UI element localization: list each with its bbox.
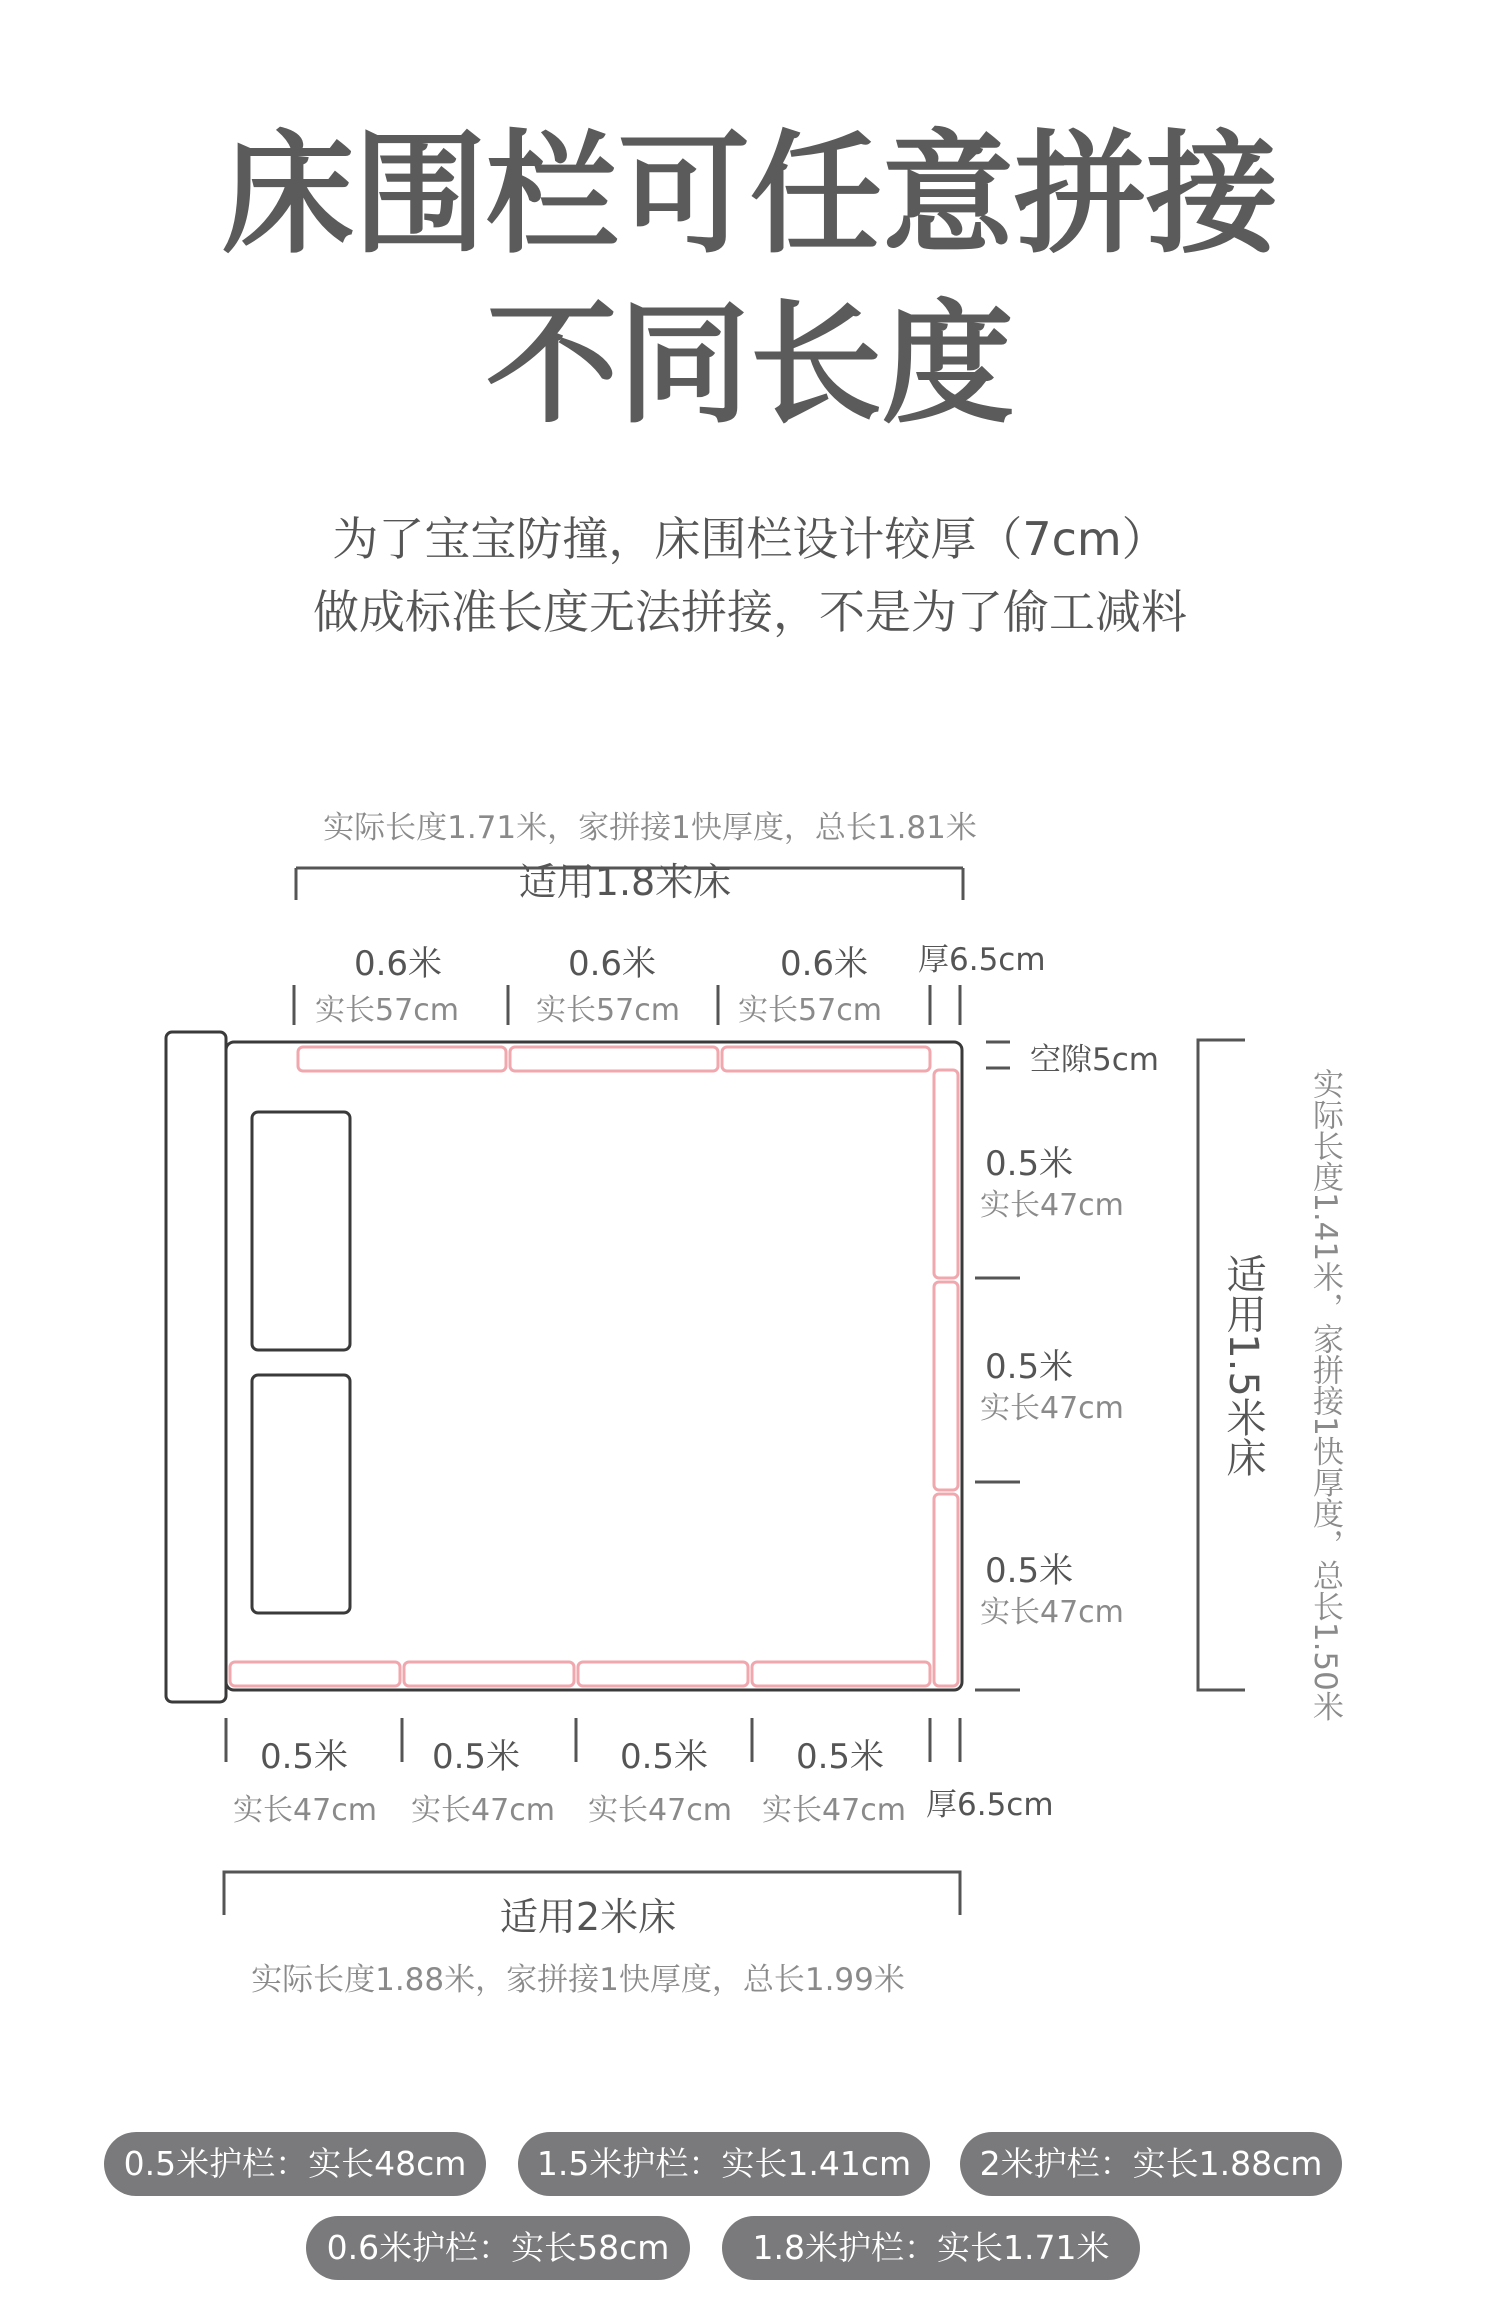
subtitle-line2: 做成标准长度无法拼接，不是为了偷工减料 <box>313 585 1187 639</box>
top-seg2-size: 0.6米 <box>567 944 657 984</box>
rail-top-2 <box>510 1047 718 1071</box>
top-rails <box>298 1047 930 1071</box>
bottom-note: 实际长度1.88米，家拼接1快厚度，总长1.99米 <box>251 1962 905 1998</box>
bottom-seg1-actual: 实长47cm <box>233 1793 377 1828</box>
right-seg2-actual: 实长47cm <box>980 1391 1124 1426</box>
top-seg3-actual: 实长57cm <box>738 993 882 1028</box>
pillow-bottom <box>252 1375 350 1613</box>
bottom-seg4-actual: 实长47cm <box>762 1793 906 1828</box>
rail-top-1 <box>298 1047 506 1071</box>
bottom-seg1-size: 0.5米 <box>259 1737 349 1777</box>
badge-1-5m: 1.5米护栏：实长1.41cm <box>518 2132 930 2196</box>
top-seg1-size: 0.6米 <box>353 944 443 984</box>
rail-right-2 <box>934 1282 958 1490</box>
rail-right-3 <box>934 1494 958 1686</box>
bottom-thickness: 厚6.5cm <box>926 1787 1054 1823</box>
gap-marker <box>986 1042 1010 1068</box>
gap-label: 空隙5cm <box>1030 1042 1159 1078</box>
rail-bottom-4 <box>752 1662 930 1686</box>
mattress-outline <box>226 1042 962 1690</box>
pillow-top <box>252 1112 350 1350</box>
badge-1-8m: 1.8米护栏：实长1.71米 <box>722 2216 1140 2280</box>
rail-right-1 <box>934 1070 958 1278</box>
right-seg2-size: 0.5米 <box>985 1347 1074 1387</box>
top-note: 实际长度1.71米，家拼接1快厚度，总长1.81米 <box>323 810 977 846</box>
bottom-seg4-size: 0.5米 <box>795 1737 885 1777</box>
bottom-seg3-actual: 实长47cm <box>588 1793 732 1828</box>
top-thickness: 厚6.5cm <box>918 942 1046 978</box>
headline-line2: 不同长度 <box>486 288 1014 442</box>
badge-0-5m: 0.5米护栏：实长48cm <box>104 2132 486 2196</box>
right-fit-label: 适用1.5米床 <box>1220 1253 1266 1477</box>
right-seg3-actual: 实长47cm <box>980 1595 1124 1630</box>
rail-bottom-3 <box>578 1662 748 1686</box>
rail-top-3 <box>722 1047 930 1071</box>
headboard <box>166 1032 226 1702</box>
rail-bottom-1 <box>230 1662 400 1686</box>
bottom-seg2-size: 0.5米 <box>431 1737 521 1777</box>
headline-line1: 床围栏可任意拼接 <box>222 118 1278 272</box>
badge-2m: 2米护栏：实长1.88cm <box>960 2132 1342 2196</box>
right-seg1-actual: 实长47cm <box>980 1188 1124 1223</box>
right-seg1-size: 0.5米 <box>985 1144 1074 1184</box>
badge-0-6m: 0.6米护栏：实长58cm <box>306 2216 690 2280</box>
top-fit-label: 适用1.8米床 <box>518 860 732 904</box>
top-seg1-actual: 实长57cm <box>315 993 459 1028</box>
top-seg2-actual: 实长57cm <box>536 993 680 1028</box>
bottom-seg3-size: 0.5米 <box>619 1737 709 1777</box>
right-seg3-size: 0.5米 <box>985 1551 1074 1591</box>
right-rails <box>934 1070 958 1686</box>
right-note: 实际长度1.41米，家拼接1快厚度，总长1.50米 <box>1307 1068 1343 1722</box>
bottom-seg2-actual: 实长47cm <box>411 1793 555 1828</box>
bottom-rails <box>230 1662 930 1686</box>
top-seg3-size: 0.6米 <box>779 944 869 984</box>
subtitle-line1: 为了宝宝防撞，床围栏设计较厚（7cm） <box>332 512 1168 566</box>
rail-bottom-2 <box>404 1662 574 1686</box>
bottom-fit-label: 适用2米床 <box>499 1895 677 1939</box>
